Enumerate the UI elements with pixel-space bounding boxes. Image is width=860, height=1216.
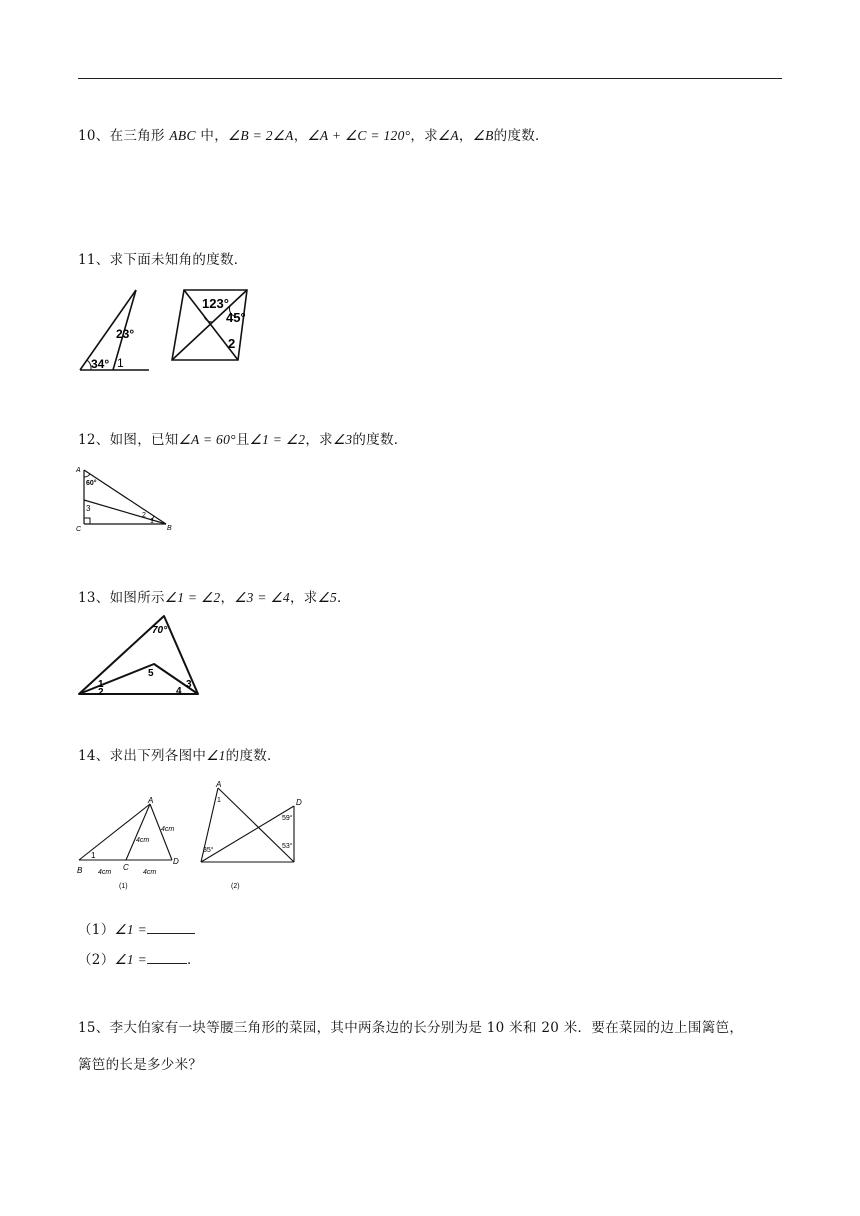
q12-text-2: 且 bbox=[235, 432, 250, 448]
q14-fig1-label-b: B bbox=[77, 866, 83, 875]
question-15 bbox=[78, 1016, 743, 1036]
q10-number: 10、 bbox=[78, 128, 110, 144]
q10-text-1: 在三角形 bbox=[109, 128, 170, 144]
q10-text-6: 的度数． bbox=[493, 128, 549, 144]
q14-fig2-label-d: D bbox=[296, 798, 302, 807]
q12-number: 12、 bbox=[78, 432, 110, 448]
q10-expr-2: ∠A + ∠C = 120° bbox=[307, 128, 411, 143]
q10-expr-4: ∠B bbox=[472, 128, 494, 143]
q13-angle-5: 5 bbox=[148, 668, 154, 679]
q12-angle-2: 2 bbox=[142, 512, 146, 519]
q13-expr-3: ∠5 bbox=[317, 590, 338, 605]
q14-fig2-label-a: A bbox=[216, 780, 222, 789]
q10-abc: ABC bbox=[169, 128, 196, 143]
q14-text-1: 求出下列各图中 bbox=[109, 748, 207, 764]
q13-angle-4: 4 bbox=[176, 686, 182, 697]
q14-figure-1 bbox=[74, 794, 186, 894]
q13-text-4: ． bbox=[337, 590, 351, 606]
q14-answer-2-expr: ∠1 = bbox=[114, 952, 148, 967]
q12-label-b: B bbox=[167, 525, 172, 532]
q14-number: 14、 bbox=[78, 748, 110, 764]
q14-answer-2-blank[interactable] bbox=[147, 951, 187, 964]
q13-angle-70: 70° bbox=[152, 625, 168, 636]
q13-angle-2: 2 bbox=[98, 687, 104, 698]
q11-text: 求下面未知角的度数． bbox=[109, 252, 248, 268]
q11-fig1-angle-1: 1 bbox=[117, 356, 124, 370]
question-13 bbox=[78, 586, 351, 606]
q10-text-4: ，求 bbox=[410, 128, 438, 144]
q10-text-3: ， bbox=[293, 128, 308, 144]
q12-text-1: 如图，已知 bbox=[109, 432, 179, 448]
q15-line-1: 李大伯家有一块等腰三角形的菜园，其中两条边的长分别为是 10 米和 20 米．要在菜园的边上围篱笆， bbox=[109, 1020, 744, 1036]
q12-expr-2: ∠1 = ∠2 bbox=[249, 432, 306, 447]
q13-text-1: 如图所示 bbox=[109, 590, 165, 606]
q14-fig2-angle-35: 35° bbox=[203, 847, 214, 854]
q14-answer-1-label: （1） bbox=[78, 922, 115, 938]
q11-fig1-angle-23: 23° bbox=[116, 327, 135, 341]
q14-text-2: 的度数． bbox=[225, 748, 281, 764]
q14-fig1-label-a: A bbox=[148, 796, 154, 805]
question-15-continued bbox=[78, 1053, 202, 1073]
q12-figure bbox=[74, 464, 178, 534]
q14-fig1-length-cd: 4cm bbox=[143, 869, 157, 876]
q11-fig2-angle-2: 2 bbox=[228, 336, 236, 351]
q14-fig1-label-d: D bbox=[173, 857, 179, 866]
q11-fig1-angle-34: 34° bbox=[91, 357, 110, 371]
q14-fig2-caption: (2) bbox=[231, 883, 240, 890]
q11-number: 11、 bbox=[78, 252, 110, 268]
q14-answer-1-blank[interactable] bbox=[147, 921, 195, 934]
q11-fig2-angle-123: 123° bbox=[202, 296, 229, 311]
q14-answer-2-label: （2） bbox=[78, 952, 115, 968]
q12-angle-60: 60° bbox=[86, 480, 97, 487]
q13-number: 13、 bbox=[78, 590, 110, 606]
q14-fig1-length-ad: 4cm bbox=[161, 826, 175, 833]
q10-expr-1: ∠B = 2∠A bbox=[228, 128, 294, 143]
q13-text-3: ，求 bbox=[289, 590, 318, 606]
question-10 bbox=[78, 124, 549, 144]
q12-text-3: ，求 bbox=[305, 432, 333, 448]
q14-expr-1: ∠1 bbox=[206, 748, 226, 763]
q12-angle-1: 1 bbox=[150, 518, 154, 525]
q13-expr-1: ∠1 = ∠2 bbox=[164, 590, 221, 605]
q14-fig1-angle-1: 1 bbox=[91, 851, 96, 860]
q10-text-2: 中， bbox=[195, 128, 228, 144]
q13-expr-2: ∠3 = ∠4 bbox=[234, 590, 290, 605]
q10-expr-3: ∠A bbox=[437, 128, 459, 143]
q12-expr-1: ∠A = 60° bbox=[178, 432, 236, 447]
q14-fig1-label-c: C bbox=[123, 863, 129, 872]
q12-expr-3: ∠3 bbox=[332, 432, 353, 447]
q12-label-c: C bbox=[76, 526, 82, 533]
q14-fig1-length-ac: 4cm bbox=[136, 837, 150, 844]
q14-fig2-angle-59: 59° bbox=[282, 815, 293, 822]
q13-figure bbox=[76, 612, 204, 698]
q12-text-4: 的度数． bbox=[352, 432, 408, 448]
question-11 bbox=[78, 248, 248, 268]
q13-text-2: ， bbox=[220, 590, 235, 606]
q14-answer-1 bbox=[78, 918, 195, 938]
header-rule bbox=[78, 78, 782, 79]
q12-label-a: A bbox=[76, 467, 81, 474]
q14-answer-2 bbox=[78, 948, 201, 968]
q14-fig1-caption: (1) bbox=[119, 883, 128, 890]
q14-fig2-angle-1: 1 bbox=[217, 797, 221, 804]
q12-angle-3: 3 bbox=[86, 504, 91, 513]
question-12 bbox=[78, 428, 408, 448]
q11-figure-2 bbox=[168, 286, 252, 364]
q14-answer-2-end: ． bbox=[187, 952, 201, 968]
q13-angle-3: 3 bbox=[186, 679, 192, 690]
q14-fig1-length-bc: 4cm bbox=[98, 869, 112, 876]
q14-figure-2 bbox=[196, 778, 308, 894]
q14-fig2-angle-53: 53° bbox=[282, 843, 293, 850]
q13-angle-1: 1 bbox=[98, 679, 104, 690]
q11-figure-1 bbox=[76, 284, 152, 376]
question-14 bbox=[78, 744, 281, 764]
q14-answer-1-expr: ∠1 = bbox=[114, 922, 148, 937]
q15-number: 15、 bbox=[78, 1020, 110, 1036]
q11-fig2-angle-45: 45° bbox=[226, 310, 246, 325]
q10-text-5: ， bbox=[458, 128, 473, 144]
q15-line-2: 篱笆的长是多少米？ bbox=[78, 1057, 203, 1073]
